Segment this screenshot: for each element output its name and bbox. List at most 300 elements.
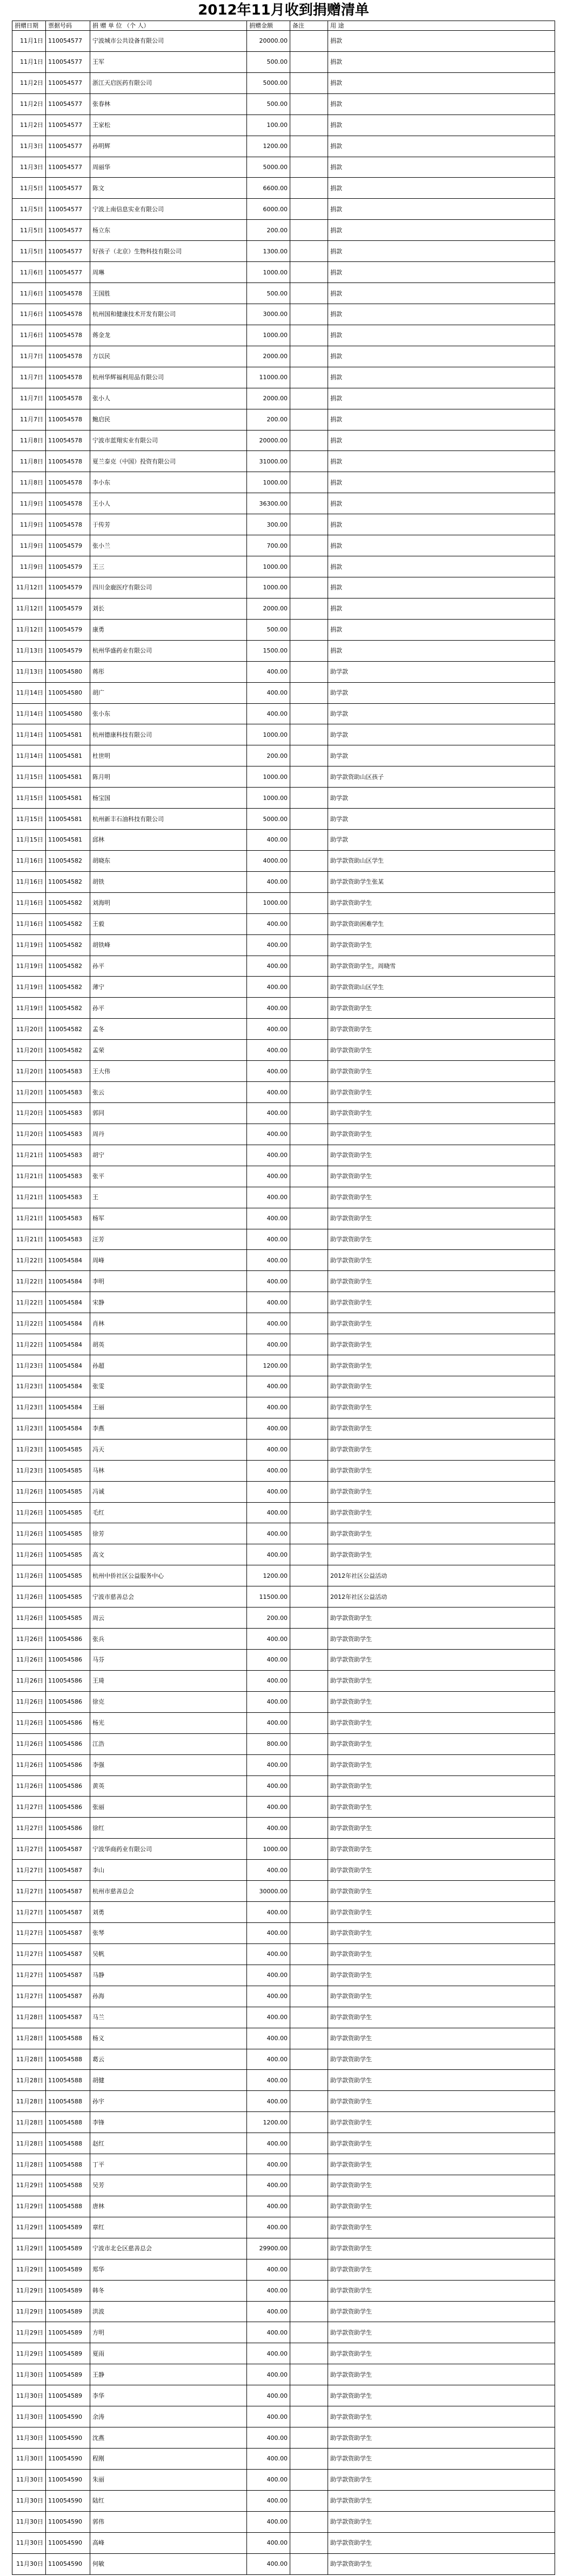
date-cell: 11月21日 <box>12 1187 46 1208</box>
donor-cell: 李燕 <box>90 1418 247 1439</box>
donor-cell: 四川金鹿医疗有限公司 <box>90 577 247 598</box>
remark-cell <box>290 1145 328 1166</box>
receipt-no-cell: 110054590 <box>46 2490 90 2511</box>
receipt-no-cell: 110054585 <box>46 1481 90 1502</box>
donor-cell: 杜世明 <box>90 745 247 766</box>
purpose-cell: 捐款 <box>328 115 555 136</box>
donor-cell: 高文 <box>90 1544 247 1565</box>
date-cell: 11月14日 <box>12 745 46 766</box>
table-row <box>12 2406 555 2427</box>
purpose-cell: 助学款资助学生 <box>328 1250 555 1271</box>
receipt-no-cell: 110054588 <box>46 2070 90 2091</box>
purpose-cell: 助学款资助学生 <box>328 1608 555 1629</box>
date-cell: 11月29日 <box>12 2280 46 2301</box>
remark-cell <box>290 913 328 934</box>
receipt-no-cell: 110054586 <box>46 1775 90 1797</box>
amount-cell: 400.00 <box>247 2490 290 2511</box>
date-cell: 11月6日 <box>12 283 46 304</box>
donor-cell: 王毅 <box>90 913 247 934</box>
date-cell: 11月9日 <box>12 556 46 577</box>
table-row <box>12 850 555 871</box>
amount-cell: 400.00 <box>247 1502 290 1523</box>
header-donor: 捐 赠 单 位 （个 人） <box>90 21 247 31</box>
donor-cell: 杨宝国 <box>90 788 247 809</box>
purpose-cell: 助学款资助学生 <box>328 2322 555 2343</box>
donor-cell: 张雯 <box>90 1376 247 1397</box>
receipt-no-cell: 110054589 <box>46 2259 90 2280</box>
donor-cell: 王大伟 <box>90 1061 247 1082</box>
receipt-no-cell: 110054582 <box>46 850 90 871</box>
remark-cell <box>290 2070 328 2091</box>
table-row <box>12 788 555 809</box>
donor-cell: 周丽华 <box>90 157 247 178</box>
amount-cell: 400.00 <box>247 2049 290 2070</box>
remark-cell <box>290 1629 328 1650</box>
table-row <box>12 956 555 977</box>
donor-cell: 孟荣 <box>90 1040 247 1061</box>
amount-cell: 3000.00 <box>247 304 290 325</box>
purpose-cell: 助学款资助学生 <box>328 2553 555 2574</box>
donor-cell: 冯诚 <box>90 1481 247 1502</box>
date-cell: 11月27日 <box>12 1965 46 1986</box>
receipt-no-cell: 110054588 <box>46 2091 90 2112</box>
remark-cell <box>290 1986 328 2007</box>
purpose-cell: 助学款资助学生 <box>328 2385 555 2406</box>
date-cell: 11月13日 <box>12 661 46 682</box>
amount-cell: 400.00 <box>247 1649 290 1670</box>
purpose-cell: 助学款资助学生 <box>328 2406 555 2427</box>
receipt-no-cell: 110054587 <box>46 1922 90 1943</box>
purpose-cell: 助学款资助学生 <box>328 2364 555 2385</box>
donor-cell: 孙平 <box>90 956 247 977</box>
date-cell: 11月30日 <box>12 2364 46 2385</box>
date-cell: 11月13日 <box>12 640 46 661</box>
table-row <box>12 1481 555 1502</box>
purpose-cell: 助学款资助学生 <box>328 1460 555 1481</box>
remark-cell <box>290 2091 328 2112</box>
receipt-no-cell: 110054581 <box>46 766 90 788</box>
remark-cell <box>290 2385 328 2406</box>
table-row <box>12 2028 555 2049</box>
donor-cell: 陈月明 <box>90 766 247 788</box>
remark-cell <box>290 1229 328 1250</box>
receipt-no-cell: 110054585 <box>46 1439 90 1460</box>
purpose-cell: 助学款资助学生 <box>328 1229 555 1250</box>
purpose-cell: 助学款资助学生 <box>328 1334 555 1355</box>
purpose-cell: 助学款资助学生 <box>328 1292 555 1313</box>
donor-cell: 周琳 <box>90 262 247 283</box>
amount-cell: 100.00 <box>247 115 290 136</box>
amount-cell: 400.00 <box>247 871 290 892</box>
amount-cell: 400.00 <box>247 1397 290 1418</box>
date-cell: 11月20日 <box>12 1040 46 1061</box>
receipt-no-cell: 110054587 <box>46 2007 90 2028</box>
purpose-cell: 捐款 <box>328 367 555 388</box>
purpose-cell: 助学款资助学生 <box>328 2449 555 2470</box>
remark-cell <box>290 262 328 283</box>
amount-cell: 300.00 <box>247 514 290 535</box>
purpose-cell: 助学款资助学生 <box>328 1040 555 1061</box>
amount-cell: 400.00 <box>247 1019 290 1040</box>
donor-cell: 宁波市慈善总会 <box>90 1586 247 1608</box>
donor-cell: 章红 <box>90 2217 247 2238</box>
amount-cell: 400.00 <box>247 2259 290 2280</box>
table-row <box>12 535 555 556</box>
amount-cell: 400.00 <box>247 1775 290 1797</box>
header-purpose: 用 途 <box>328 21 555 31</box>
receipt-no-cell: 110054589 <box>46 2364 90 2385</box>
date-cell: 11月30日 <box>12 2406 46 2427</box>
purpose-cell: 助学款 <box>328 809 555 830</box>
purpose-cell: 助学款资助学生 <box>328 1775 555 1797</box>
remark-cell <box>290 850 328 871</box>
date-cell: 11月26日 <box>12 1670 46 1691</box>
table-row <box>12 934 555 956</box>
amount-cell: 11500.00 <box>247 1586 290 1608</box>
donor-cell: 周云 <box>90 1608 247 1629</box>
receipt-no-cell: 110054586 <box>46 1733 90 1754</box>
date-cell: 11月14日 <box>12 682 46 703</box>
table-row <box>12 1187 555 1208</box>
donor-cell: 杭州德康科技有限公司 <box>90 724 247 745</box>
remark-cell <box>290 1881 328 1902</box>
donor-cell: 刘长 <box>90 598 247 619</box>
date-cell: 11月27日 <box>12 1839 46 1860</box>
remark-cell <box>290 178 328 199</box>
remark-cell <box>290 430 328 451</box>
table-row <box>12 2449 555 2470</box>
table-row <box>12 2364 555 2385</box>
receipt-no-cell: 110054585 <box>46 1544 90 1565</box>
date-cell: 11月26日 <box>12 1712 46 1733</box>
remark-cell <box>290 31 328 52</box>
donor-cell: 吴芳 <box>90 2175 247 2196</box>
table-row <box>12 2553 555 2574</box>
table-row <box>12 241 555 262</box>
donor-cell: 蒋金龙 <box>90 325 247 346</box>
purpose-cell: 助学款资助学生 <box>328 1691 555 1712</box>
remark-cell <box>290 1292 328 1313</box>
table-row <box>12 2112 555 2133</box>
amount-cell: 800.00 <box>247 1733 290 1754</box>
remark-cell <box>290 1355 328 1376</box>
remark-cell <box>290 1166 328 1187</box>
amount-cell: 400.00 <box>247 682 290 703</box>
table-row <box>12 2301 555 2322</box>
table-row <box>12 1922 555 1943</box>
header-remark: 备注 <box>290 21 328 31</box>
purpose-cell: 捐款 <box>328 493 555 514</box>
donor-cell: 宋静 <box>90 1292 247 1313</box>
table-row <box>12 577 555 598</box>
receipt-no-cell: 110054584 <box>46 1271 90 1292</box>
table-row <box>12 598 555 619</box>
donor-cell: 韩冬 <box>90 2280 247 2301</box>
table-row <box>12 2322 555 2343</box>
table-body <box>12 31 555 2575</box>
purpose-cell: 助学款资助学生 <box>328 2490 555 2511</box>
receipt-no-cell: 110054582 <box>46 913 90 934</box>
amount-cell: 400.00 <box>247 1166 290 1187</box>
donor-cell: 方以民 <box>90 346 247 367</box>
donor-cell: 朱丽 <box>90 2469 247 2490</box>
remark-cell <box>290 1019 328 1040</box>
purpose-cell: 助学款资助山区孩子 <box>328 766 555 788</box>
amount-cell: 400.00 <box>247 2553 290 2574</box>
donor-cell: 宁波城市公共设备有限公司 <box>90 31 247 52</box>
purpose-cell: 助学款资助学生 <box>328 1902 555 1923</box>
donor-cell: 郭同 <box>90 1103 247 1124</box>
receipt-no-cell: 110054582 <box>46 977 90 998</box>
receipt-no-cell: 110054587 <box>46 1860 90 1881</box>
remark-cell <box>290 1902 328 1923</box>
date-cell: 11月30日 <box>12 2490 46 2511</box>
donor-cell: 张春林 <box>90 93 247 115</box>
table-row <box>12 1608 555 1629</box>
date-cell: 11月8日 <box>12 430 46 451</box>
date-cell: 11月15日 <box>12 809 46 830</box>
table-row <box>12 178 555 199</box>
purpose-cell: 捐款 <box>328 304 555 325</box>
donor-cell: 胡英 <box>90 1334 247 1355</box>
date-cell: 11月12日 <box>12 619 46 640</box>
amount-cell: 400.00 <box>247 2343 290 2364</box>
receipt-no-cell: 110054586 <box>46 1691 90 1712</box>
table-row <box>12 1271 555 1292</box>
table-row <box>12 1355 555 1376</box>
receipt-no-cell: 110054578 <box>46 514 90 535</box>
table-row <box>12 2532 555 2553</box>
remark-cell <box>290 304 328 325</box>
purpose-cell: 助学款资助学生 <box>328 1061 555 1082</box>
receipt-no-cell: 110054586 <box>46 1670 90 1691</box>
amount-cell: 400.00 <box>247 1334 290 1355</box>
purpose-cell: 助学款资助学生 <box>328 1502 555 1523</box>
remark-cell <box>290 1460 328 1481</box>
table-row <box>12 1797 555 1818</box>
receipt-no-cell: 110054582 <box>46 871 90 892</box>
purpose-cell: 助学款资助学生 <box>328 2280 555 2301</box>
amount-cell: 400.00 <box>247 2511 290 2532</box>
receipt-no-cell: 110054587 <box>46 1881 90 1902</box>
date-cell: 11月7日 <box>12 409 46 430</box>
date-cell: 11月28日 <box>12 2049 46 2070</box>
receipt-no-cell: 110054590 <box>46 2449 90 2470</box>
donor-cell: 蒋彤 <box>90 661 247 682</box>
receipt-no-cell: 110054588 <box>46 2154 90 2175</box>
table-row <box>12 556 555 577</box>
date-cell: 11月28日 <box>12 2154 46 2175</box>
date-cell: 11月29日 <box>12 2322 46 2343</box>
purpose-cell: 助学款资助学生 <box>328 2133 555 2154</box>
amount-cell: 400.00 <box>247 1544 290 1565</box>
date-cell: 11月27日 <box>12 1881 46 1902</box>
donor-cell: 王琦 <box>90 1670 247 1691</box>
amount-cell: 400.00 <box>247 1754 290 1775</box>
remark-cell <box>290 451 328 472</box>
receipt-no-cell: 110054581 <box>46 809 90 830</box>
purpose-cell: 助学款资助学生 <box>328 1082 555 1103</box>
remark-cell <box>290 1376 328 1397</box>
purpose-cell: 助学款资助山区学生 <box>328 977 555 998</box>
purpose-cell: 助学款 <box>328 830 555 851</box>
donor-cell: 高峰 <box>90 2532 247 2553</box>
amount-cell: 200.00 <box>247 409 290 430</box>
amount-cell: 400.00 <box>247 998 290 1019</box>
donor-cell: 何敏 <box>90 2553 247 2574</box>
donor-cell: 浙江天启医药有限公司 <box>90 72 247 93</box>
donor-cell: 徐克 <box>90 1691 247 1712</box>
table-row <box>12 1313 555 1334</box>
receipt-no-cell: 110054579 <box>46 598 90 619</box>
amount-cell: 400.00 <box>247 1187 290 1208</box>
receipt-no-cell: 110054583 <box>46 1166 90 1187</box>
purpose-cell: 助学款资助学生 <box>328 1797 555 1818</box>
donor-cell: 康勇 <box>90 619 247 640</box>
date-cell: 11月6日 <box>12 262 46 283</box>
purpose-cell: 捐款 <box>328 388 555 409</box>
purpose-cell: 助学款资助学生 <box>328 1544 555 1565</box>
date-cell: 11月22日 <box>12 1292 46 1313</box>
date-cell: 11月5日 <box>12 199 46 220</box>
receipt-no-cell: 110054584 <box>46 1313 90 1334</box>
date-cell: 11月23日 <box>12 1439 46 1460</box>
purpose-cell: 助学款资助学生 <box>328 2175 555 2196</box>
donor-cell: 王小人 <box>90 493 247 514</box>
table-row <box>12 1334 555 1355</box>
receipt-no-cell: 110054585 <box>46 1460 90 1481</box>
receipt-no-cell: 110054584 <box>46 1292 90 1313</box>
purpose-cell: 助学款资助学生 <box>328 1860 555 1881</box>
amount-cell: 5000.00 <box>247 72 290 93</box>
remark-cell <box>290 2469 328 2490</box>
remark-cell <box>290 556 328 577</box>
receipt-no-cell: 110054579 <box>46 640 90 661</box>
table-row <box>12 1670 555 1691</box>
amount-cell: 400.00 <box>247 703 290 724</box>
remark-cell <box>290 2049 328 2070</box>
receipt-no-cell: 110054587 <box>46 1986 90 2007</box>
amount-cell: 1300.00 <box>247 241 290 262</box>
remark-cell <box>290 1208 328 1229</box>
remark-cell <box>290 956 328 977</box>
purpose-cell: 捐款 <box>328 262 555 283</box>
table-row <box>12 2049 555 2070</box>
receipt-no-cell: 110054577 <box>46 220 90 241</box>
table-row <box>12 388 555 409</box>
table-row <box>12 892 555 913</box>
remark-cell <box>290 1712 328 1733</box>
receipt-no-cell: 110054579 <box>46 535 90 556</box>
donor-cell: 夏兰泰克（中国）投资有限公司 <box>90 451 247 472</box>
table-row <box>12 367 555 388</box>
purpose-cell: 助学款 <box>328 682 555 703</box>
purpose-cell: 助学款资助学生 <box>328 1313 555 1334</box>
receipt-no-cell: 110054590 <box>46 2406 90 2427</box>
donor-cell: 张小东 <box>90 703 247 724</box>
date-cell: 11月29日 <box>12 2343 46 2364</box>
purpose-cell: 捐款 <box>328 31 555 52</box>
table-row <box>12 2154 555 2175</box>
remark-cell <box>290 2364 328 2385</box>
donor-cell: 陆红 <box>90 2490 247 2511</box>
donor-cell: 李锋 <box>90 2112 247 2133</box>
donor-cell: 陈文 <box>90 178 247 199</box>
donor-cell: 好孩子（北京）生物科技有限公司 <box>90 241 247 262</box>
amount-cell: 400.00 <box>247 1691 290 1712</box>
receipt-no-cell: 110054578 <box>46 451 90 472</box>
date-cell: 11月23日 <box>12 1397 46 1418</box>
remark-cell <box>290 703 328 724</box>
table-row <box>12 1292 555 1313</box>
header-amount: 捐赠金额 <box>247 21 290 31</box>
date-cell: 11月28日 <box>12 2133 46 2154</box>
purpose-cell: 助学款资助学生 <box>328 2217 555 2238</box>
amount-cell: 20000.00 <box>247 31 290 52</box>
remark-cell <box>290 745 328 766</box>
purpose-cell: 助学款资助学生 <box>328 1145 555 1166</box>
table-row <box>12 2385 555 2406</box>
table-row <box>12 451 555 472</box>
date-cell: 11月20日 <box>12 1019 46 1040</box>
receipt-no-cell: 110054585 <box>46 1502 90 1523</box>
purpose-cell: 捐款 <box>328 577 555 598</box>
purpose-cell: 助学款资助山区学生 <box>328 850 555 871</box>
donor-cell: 王三 <box>90 556 247 577</box>
amount-cell: 400.00 <box>247 830 290 851</box>
table-row <box>12 977 555 998</box>
remark-cell <box>290 136 328 157</box>
purpose-cell: 助学款资助学生 <box>328 2469 555 2490</box>
table-row <box>12 1082 555 1103</box>
remark-cell <box>290 2133 328 2154</box>
table-row <box>12 304 555 325</box>
remark-cell <box>290 2322 328 2343</box>
receipt-no-cell: 110054577 <box>46 93 90 115</box>
date-cell: 11月28日 <box>12 2028 46 2049</box>
amount-cell: 400.00 <box>247 2196 290 2217</box>
date-cell: 11月22日 <box>12 1250 46 1271</box>
amount-cell: 400.00 <box>247 913 290 934</box>
purpose-cell: 捐款 <box>328 619 555 640</box>
amount-cell: 1000.00 <box>247 892 290 913</box>
amount-cell: 400.00 <box>247 2322 290 2343</box>
remark-cell <box>290 2553 328 2574</box>
table-row <box>12 1565 555 1586</box>
donor-cell: 马静 <box>90 1965 247 1986</box>
purpose-cell: 助学款资助学生 <box>328 1754 555 1775</box>
purpose-cell: 捐款 <box>328 556 555 577</box>
remark-cell <box>290 977 328 998</box>
remark-cell <box>290 1922 328 1943</box>
table-row <box>12 1397 555 1418</box>
purpose-cell: 2012年社区公益活动 <box>328 1586 555 1608</box>
table-row <box>12 262 555 283</box>
receipt-no-cell: 110054586 <box>46 1629 90 1650</box>
date-cell: 11月7日 <box>12 367 46 388</box>
date-cell: 11月23日 <box>12 1376 46 1397</box>
remark-cell <box>290 325 328 346</box>
date-cell: 11月28日 <box>12 2070 46 2091</box>
purpose-cell: 捐款 <box>328 136 555 157</box>
amount-cell: 500.00 <box>247 93 290 115</box>
receipt-no-cell: 110054587 <box>46 1943 90 1965</box>
receipt-no-cell: 110054578 <box>46 346 90 367</box>
receipt-no-cell: 110054588 <box>46 2112 90 2133</box>
amount-cell: 1000.00 <box>247 1839 290 1860</box>
purpose-cell: 捐款 <box>328 472 555 493</box>
purpose-cell: 助学款资助学生 <box>328 998 555 1019</box>
